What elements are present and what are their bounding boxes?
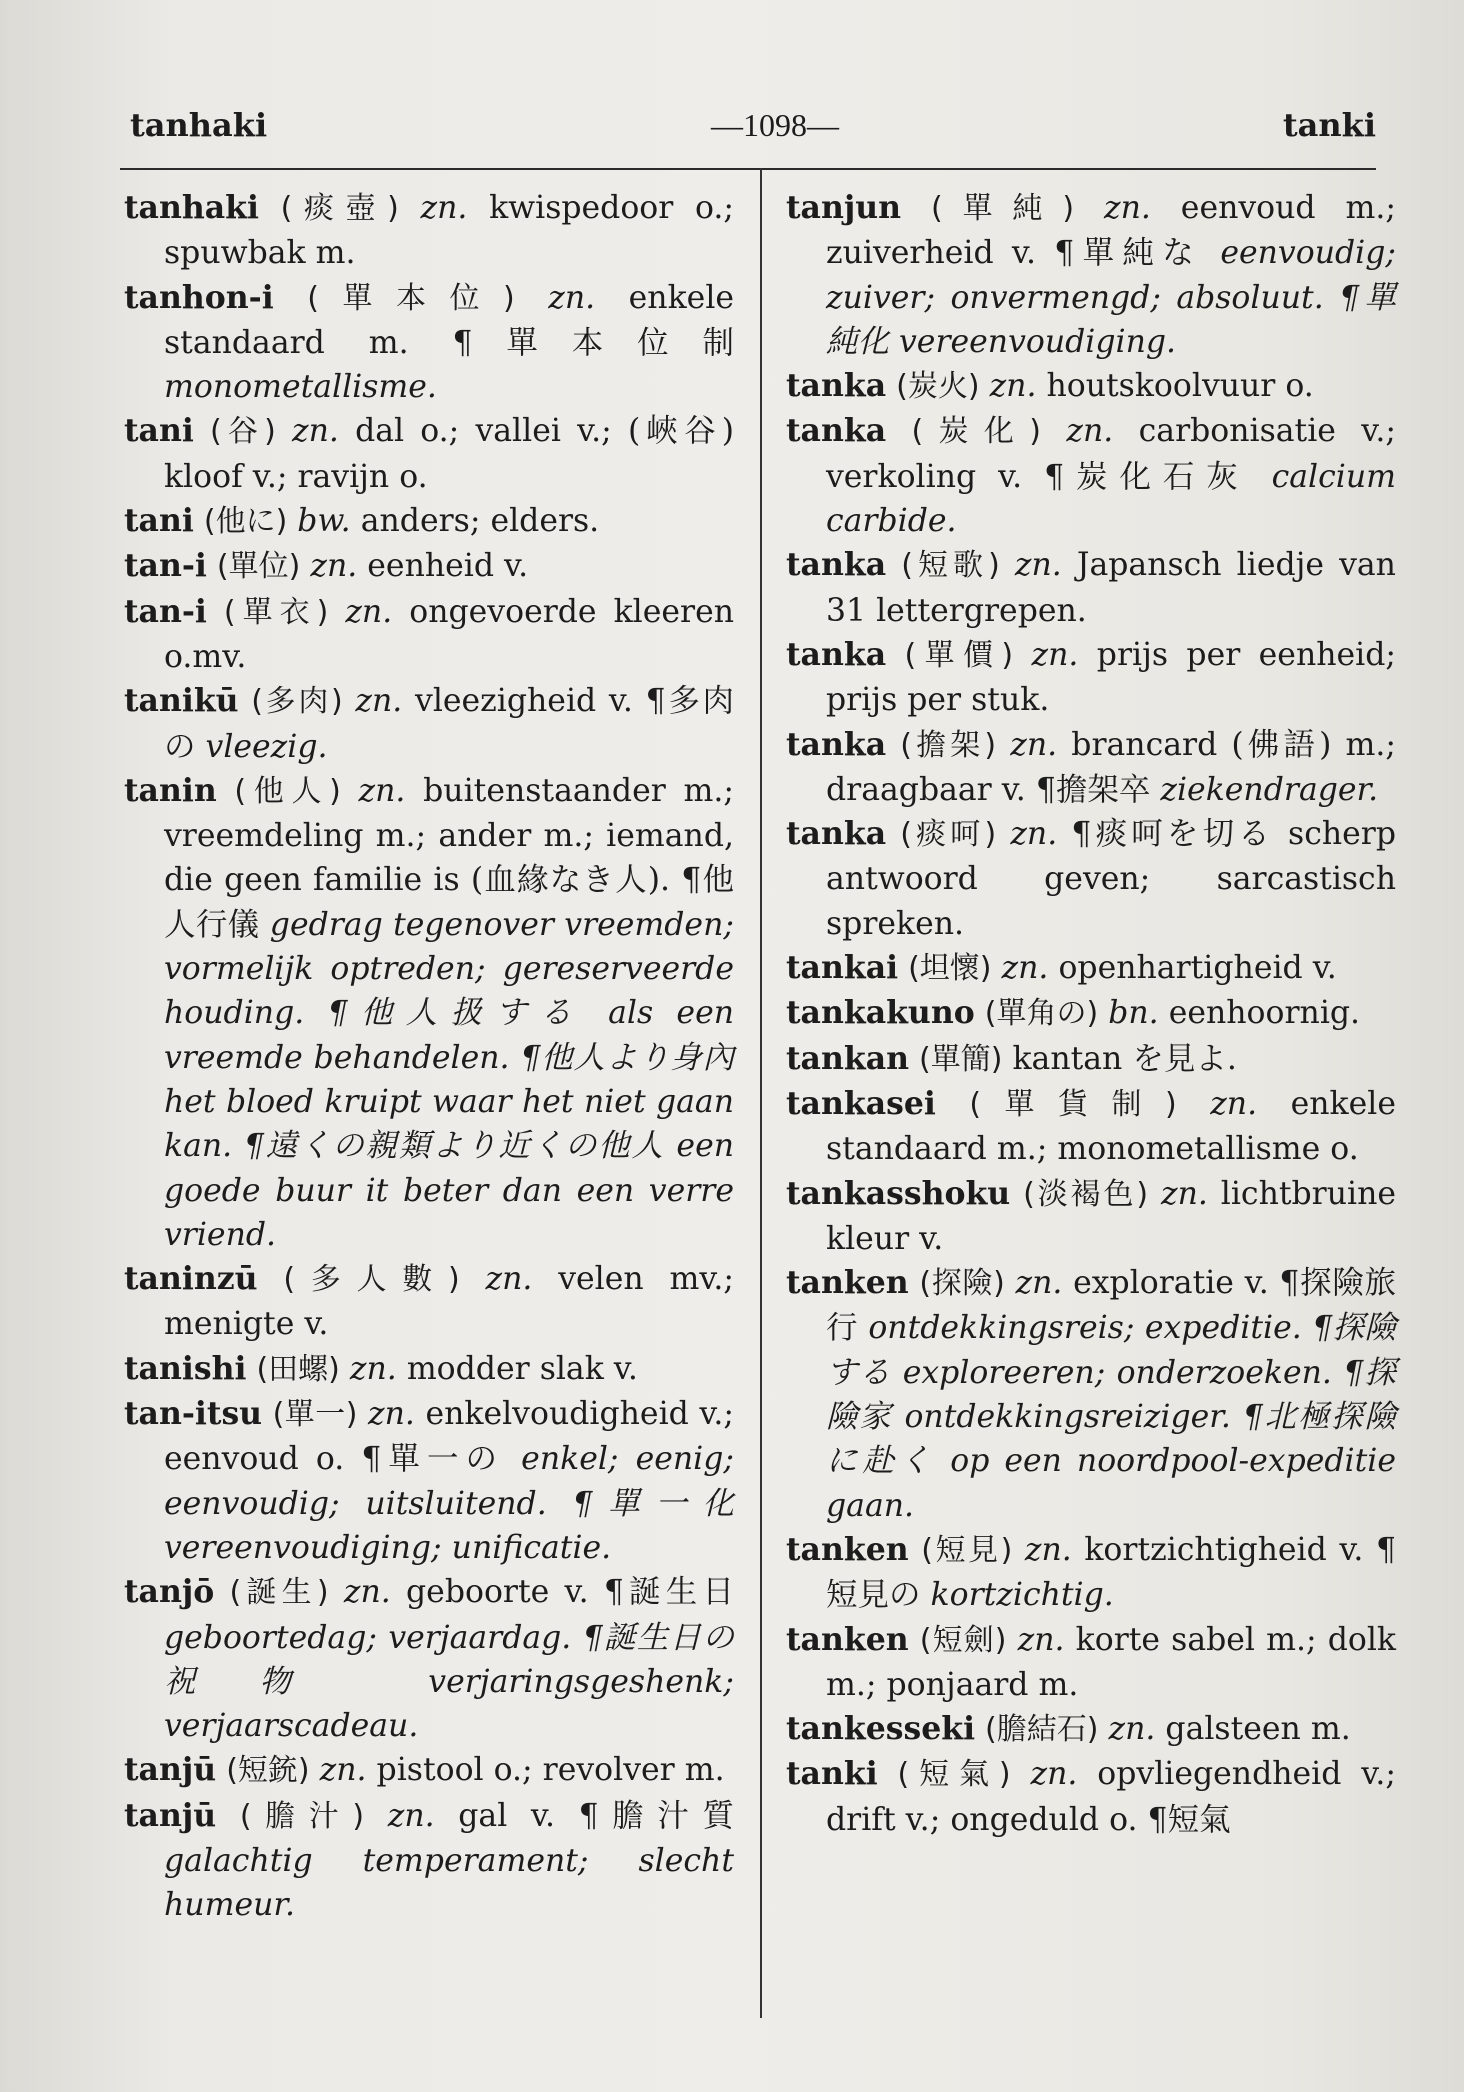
headword: tankesseki — [786, 1710, 976, 1748]
headword: tan-i — [124, 592, 207, 630]
headword: tanki — [786, 1755, 878, 1793]
grammar-tag: zn. — [1066, 413, 1114, 450]
headword: taninzū — [124, 1260, 258, 1298]
definition: vleezigheid v. ¶多肉の — [164, 683, 735, 765]
grammar-tag: zn. — [1014, 547, 1062, 584]
dictionary-entry — [124, 499, 734, 544]
example: gedrag tegenover vreemden; vormelijk optreden; gereserveerde houding. ¶他人扱する als een vreemde behandelen. ¶他人より身內 het bloed kruipt waar het niet gaan kan. ¶遠くの親類より近くの他人 een goede buur it beter dan een verre vriend. — [164, 906, 734, 1253]
grammar-tag: zn. — [420, 190, 468, 226]
definition: brancard (佛語) m.; draagbaar v. ¶擔架卒 — [826, 726, 1396, 808]
kanji-term: (他人) — [234, 773, 341, 809]
left-column — [124, 186, 734, 1928]
grammar-tag: zn. — [1030, 1756, 1078, 1793]
definition: enkele standaard m. ¶單本位制 — [164, 279, 735, 361]
example: monometallisme. — [164, 369, 437, 406]
kanji-term: (誕生) — [229, 1575, 329, 1611]
definition: buitenstaander m.; vreemdeling m.; ander m.; iemand, die geen familie is (血緣なき人). ¶他人行儀 — [164, 772, 734, 943]
definition: lichtbruine kleur v. — [826, 1175, 1397, 1257]
kanji-term: (單角の) — [984, 996, 1099, 1032]
grammar-tag: zn. — [1103, 190, 1151, 226]
example: ziekendrager. — [1160, 771, 1379, 808]
headword: tan-i — [124, 547, 207, 585]
grammar-tag: zn. — [989, 368, 1037, 405]
definition: openhartigheid v. — [1058, 950, 1337, 987]
dictionary-entry — [786, 1037, 1396, 1082]
kanji-term: (田螺) — [256, 1351, 340, 1387]
example: kortzichtig. — [930, 1577, 1114, 1614]
headword: tanhaki — [124, 189, 259, 226]
grammar-tag: zn. — [1017, 1621, 1065, 1658]
dictionary-entry — [124, 1570, 734, 1748]
example: geboortedag; verjaardag. ¶誕生日の祝物 verjaringsgeshenk; verjaarscadeau. — [164, 1619, 734, 1745]
headword: tanishi — [124, 1349, 247, 1387]
kanji-term: (單價) — [904, 637, 1014, 673]
kanji-term: (短氣) — [897, 1757, 1011, 1793]
definition: geboorte v. ¶誕生日 — [406, 1574, 735, 1611]
definition: velen mv.; menigte v. — [164, 1261, 735, 1343]
dictionary-entry — [786, 812, 1396, 946]
dictionary-entry — [124, 1748, 734, 1793]
dictionary-entry — [124, 544, 734, 589]
headword: tanjū — [124, 1796, 217, 1834]
dictionary-entry — [786, 723, 1396, 813]
headword: tanka — [786, 367, 887, 405]
kanji-term: (短劍) — [919, 1622, 1007, 1658]
grammar-tag: zn. — [387, 1797, 435, 1834]
headword: tanjun — [786, 189, 902, 226]
grammar-tag: zn. — [310, 548, 358, 585]
definition: houtskoolvuur o. — [1046, 368, 1314, 405]
kanji-term: (淡褐色) — [1023, 1176, 1149, 1212]
grammar-tag: zn. — [355, 683, 403, 720]
dictionary-entry — [786, 946, 1396, 991]
example: eenvoudig; zuiver; onvermengd; absoluut. ¶單純化 vereenvoudiging. — [826, 235, 1396, 360]
grammar-tag: zn. — [1015, 1265, 1063, 1302]
definition: galsteen m. — [1165, 1711, 1351, 1748]
definition: pistool o.; revolver m. — [376, 1752, 725, 1789]
headword: tanka — [786, 546, 887, 584]
dictionary-entry — [786, 1261, 1396, 1528]
definition: Japansch liedje van 31 lettergrepen. — [826, 547, 1396, 629]
kanji-term: (炭化) — [911, 414, 1041, 450]
headword: tanka — [786, 635, 887, 673]
definition: anders; elders. — [360, 503, 600, 540]
kanji-term: (谷) — [210, 414, 276, 450]
dictionary-entry — [786, 633, 1396, 723]
dictionary-entry — [124, 1794, 734, 1928]
kanji-term: (探險) — [919, 1266, 1005, 1302]
headword: tanhon-i — [124, 278, 274, 316]
headword: tanka — [786, 412, 887, 450]
grammar-tag: zn. — [343, 1574, 391, 1611]
grammar-tag: bw. — [297, 503, 351, 540]
header-rule — [120, 168, 1376, 170]
definition: eenheid v. — [367, 548, 529, 585]
dictionary-entry — [786, 409, 1396, 543]
dictionary-entry — [124, 1347, 734, 1392]
column-divider — [760, 168, 762, 2018]
headword: tankasshoku — [786, 1174, 1011, 1212]
definition: opvliegendheid v.; drift v.; ongeduld o. ¶短氣 — [826, 1756, 1396, 1838]
headword: tankai — [786, 949, 899, 987]
dictionary-entry — [786, 1528, 1396, 1618]
right-running-headword: tanki — [1282, 106, 1376, 144]
grammar-tag: zn. — [1108, 1711, 1156, 1748]
headword: tanka — [786, 725, 887, 763]
definition: ongevoerde kleeren o.mv. — [164, 593, 735, 675]
right-column — [786, 186, 1396, 1842]
dictionary-entry — [786, 991, 1396, 1036]
dictionary-entry — [786, 1082, 1396, 1172]
grammar-tag: bn. — [1108, 995, 1159, 1032]
grammar-tag: zn. — [1010, 816, 1058, 853]
definition: kantan を見よ. — [1012, 1040, 1237, 1077]
kanji-term: (單一) — [272, 1397, 358, 1433]
definition: modder slak v. — [406, 1350, 638, 1387]
kanji-term: (坦懷) — [908, 951, 992, 987]
grammar-tag: zn. — [1024, 1531, 1072, 1568]
grammar-tag: zn. — [291, 413, 339, 450]
kanji-term: (單位) — [216, 549, 301, 585]
grammar-tag: zn. — [345, 593, 393, 630]
headword: tani — [124, 412, 194, 450]
dictionary-entry — [124, 276, 734, 410]
headword: tanka — [786, 815, 887, 853]
definition: carbonisatie v.; verkoling v. ¶炭化石灰 — [826, 413, 1396, 495]
dictionary-entry — [124, 769, 734, 1257]
kanji-term: (他に) — [203, 504, 288, 540]
definition: eenvoud m.; zuiverheid v. ¶單純な — [826, 190, 1396, 272]
kanji-term: (短歌) — [901, 548, 1000, 584]
kanji-term: (多肉) — [251, 684, 343, 720]
definition: kwispedoor o.; spuwbak m. — [164, 190, 734, 272]
grammar-tag: zn. — [1010, 726, 1058, 763]
example: calcium carbide. — [826, 458, 1396, 540]
dictionary-entry — [786, 364, 1396, 409]
dictionary-entry — [786, 1618, 1396, 1708]
headword: tankan — [786, 1039, 910, 1077]
definition: gal v. ¶膽汁質 — [458, 1797, 735, 1834]
grammar-tag: zn. — [485, 1261, 533, 1298]
kanji-term: (單本位) — [307, 280, 515, 316]
headword: tanin — [124, 771, 217, 809]
definition: eenhoornig. — [1168, 995, 1361, 1032]
definition: enkelvoudigheid v.; eenvoud o. ¶單一の — [164, 1396, 734, 1478]
dictionary-entry — [124, 679, 734, 769]
dictionary-entry — [786, 1752, 1396, 1842]
headword: tani — [124, 502, 194, 540]
dictionary-entry — [786, 543, 1396, 633]
kanji-term: (短見) — [921, 1532, 1013, 1568]
kanji-term: (膽汁) — [239, 1798, 365, 1834]
grammar-tag: zn. — [548, 279, 596, 316]
grammar-tag: zn. — [358, 772, 406, 809]
dictionary-entry — [124, 186, 734, 276]
dictionary-entry — [786, 186, 1396, 364]
left-running-headword: tanhaki — [130, 106, 268, 144]
dictionary-entry — [786, 1172, 1396, 1262]
headword: tanken — [786, 1264, 909, 1302]
kanji-term: (多人數) — [283, 1262, 460, 1298]
example: enkel; eenig; eenvoudig; uitsluitend. ¶單一化 vereenvoudiging; unificatie. — [164, 1441, 735, 1566]
kanji-term: (膽結石) — [985, 1712, 1099, 1748]
definition: prijs per eenheid; prijs per stuk. — [826, 636, 1397, 719]
example: vleezig. — [205, 728, 328, 765]
headword: tan-itsu — [124, 1395, 263, 1433]
dictionary-entry — [124, 1257, 734, 1347]
definition: exploratie v. ¶探險旅行 — [826, 1265, 1397, 1347]
kanji-term: (單純) — [930, 191, 1075, 226]
dictionary-entry — [124, 1392, 734, 1570]
kanji-term: (單簡) — [919, 1041, 1003, 1077]
headword: tanken — [786, 1620, 909, 1658]
definition: dal o.; vallei v.; (峽谷) kloof v.; ravijn o. — [164, 413, 735, 495]
headword: tanjō — [124, 1573, 215, 1611]
grammar-tag: zn. — [1031, 636, 1079, 673]
headword: tankakuno — [786, 994, 975, 1032]
kanji-term: (痰呵) — [900, 817, 997, 853]
dictionary-entry — [124, 590, 734, 680]
kanji-term: (痰壺) — [280, 191, 399, 226]
grammar-tag: zn. — [1001, 950, 1049, 987]
grammar-tag: zn. — [319, 1752, 367, 1789]
grammar-tag: zn. — [1210, 1085, 1258, 1122]
headword: tankasei — [786, 1084, 936, 1122]
definition: korte sabel m.; dolk m.; ponjaard m. — [826, 1621, 1397, 1703]
grammar-tag: zn. — [1160, 1175, 1208, 1212]
headword: tanken — [786, 1530, 909, 1568]
dictionary-entry — [124, 409, 734, 499]
definition: kortzichtigheid v. ¶短見の — [826, 1531, 1397, 1614]
grammar-tag: zn. — [349, 1350, 397, 1387]
example: galachtig temperament; slecht humeur. — [164, 1842, 734, 1924]
headword: tanikū — [124, 682, 239, 720]
grammar-tag: zn. — [368, 1396, 415, 1433]
definition: ¶痰呵を切る scherp antwoord geven; sarcastisch spreken. — [826, 816, 1396, 942]
dictionary-entry — [786, 1707, 1396, 1752]
kanji-term: (擔架) — [900, 727, 997, 763]
example: ontdekkingsreis; expeditie. ¶探險する exploreeren; onderzoeken. ¶探險家 ontdekkingsreiziger. ¶北極探險に赴く op een noordpool-expeditie gaan. — [826, 1310, 1396, 1524]
kanji-term: (單衣) — [223, 594, 329, 630]
kanji-term: (炭火) — [896, 369, 980, 405]
kanji-term: (短銃) — [226, 1753, 310, 1789]
page-number: —1098— — [711, 106, 839, 143]
definition: enkele standaard m.; monometallisme o. — [826, 1085, 1396, 1168]
kanji-term: (單貨制) — [969, 1086, 1177, 1122]
headword: tanjū — [124, 1751, 217, 1789]
running-head — [130, 100, 1376, 150]
